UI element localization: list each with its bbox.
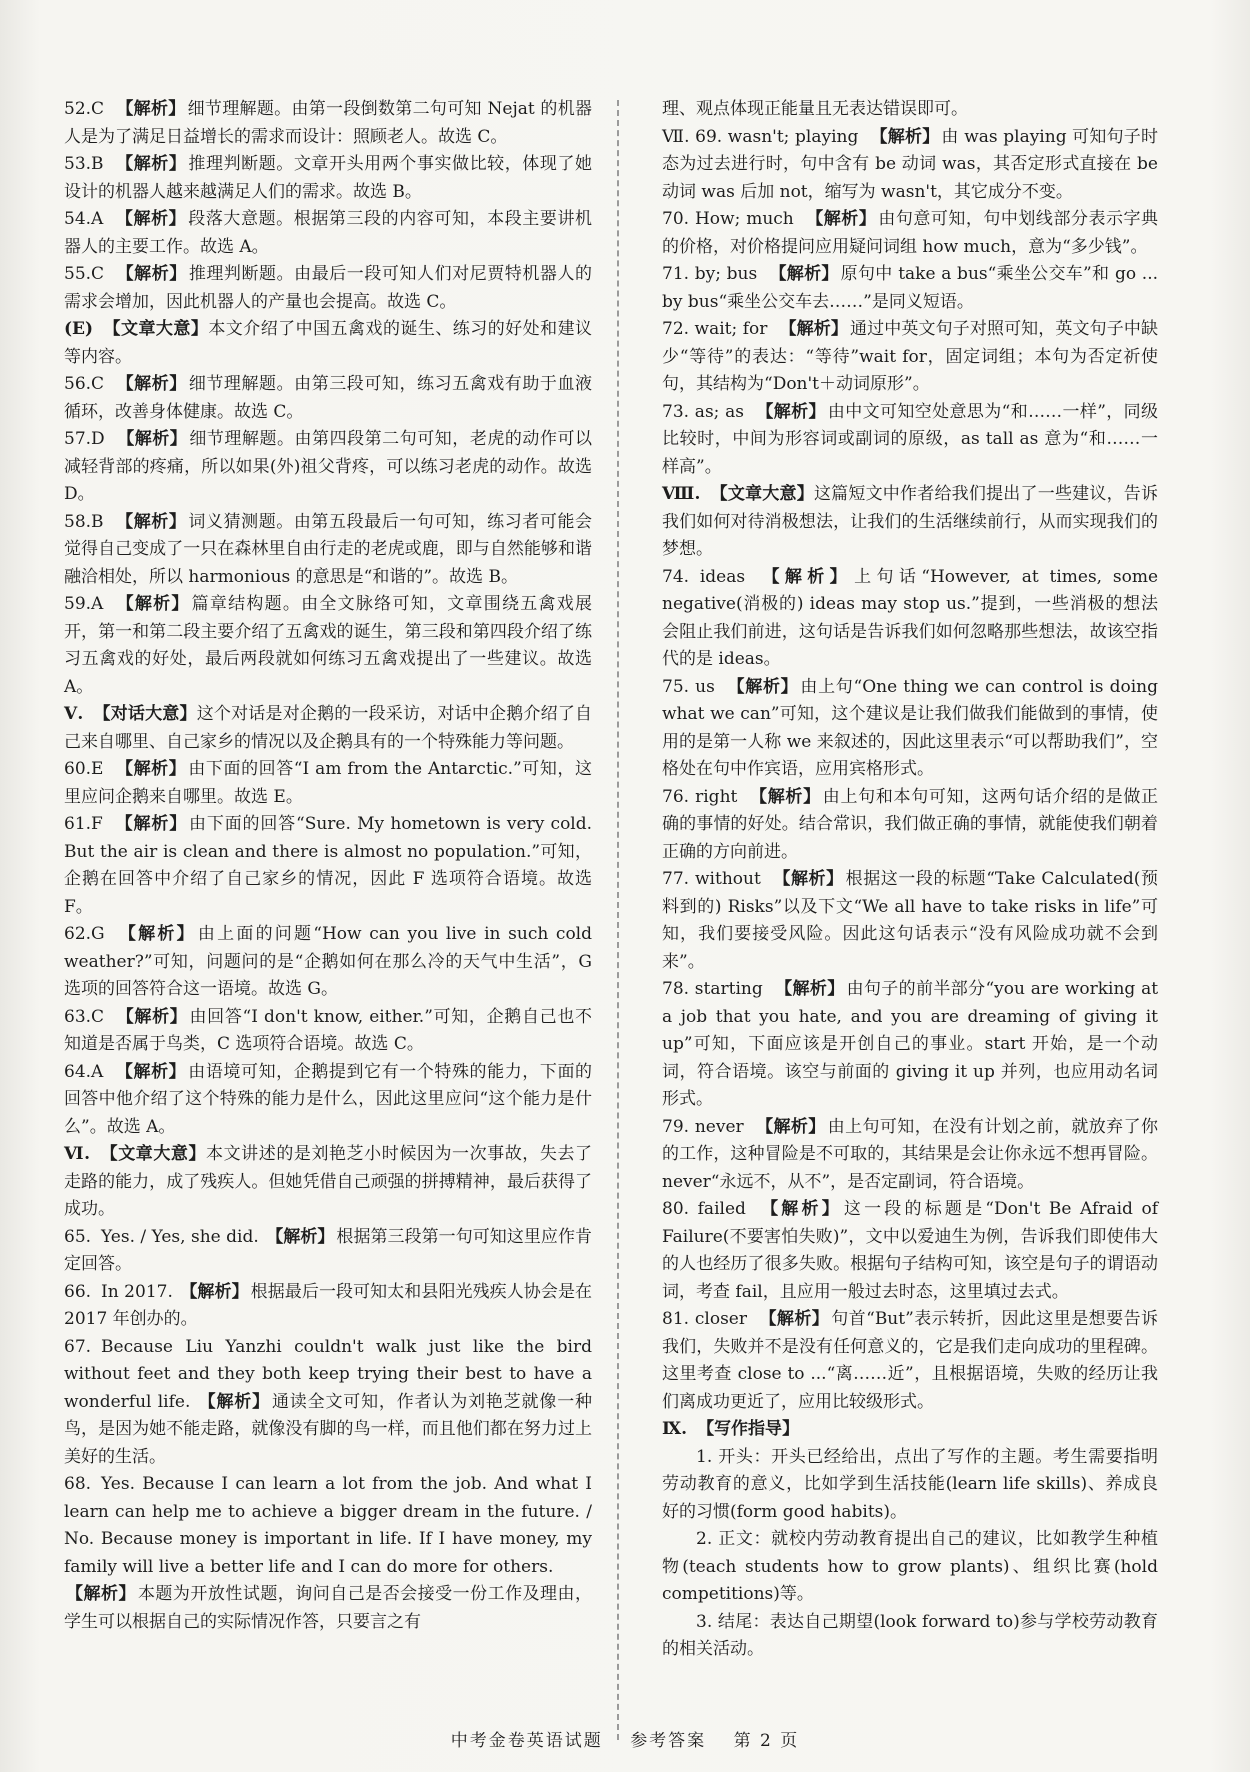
analysis-tag: 【 解析 】	[773, 869, 844, 889]
explanation-text: 由句意可知，句中划线部分表示字典的价格，对价格提问应用疑问词组 how much，意为“多少钱”。	[662, 209, 1159, 257]
analysis-tag: 【 解析 】	[66, 1584, 136, 1604]
footer-page-number: 第 2 页	[733, 1731, 800, 1751]
explanation-text: 由下面的回答“I am from the Antarctic.”可知，这里应问企鹅来自哪里。故选 E。	[64, 759, 593, 807]
explanation-text: 本题为开放性试题，询问自己是否会接受一份工作及理由，学生可以根据自己的实际情况作答，只要言之有	[64, 1584, 593, 1632]
explanation-text: 根据第三段第一句可知这里应作肯定回答。	[64, 1226, 593, 1274]
answer-item	[662, 261, 1158, 316]
page-footer	[0, 1726, 1250, 1751]
item-number: 80. failed	[662, 1199, 746, 1219]
answer-item	[64, 1004, 592, 1059]
analysis-tag: 【 解析 】	[115, 594, 189, 614]
answer-item	[64, 96, 592, 151]
item-number: 63.C	[64, 1006, 105, 1027]
analysis-tag: 【 解析 】	[199, 1392, 270, 1412]
analysis-tag: 【 解析 】	[779, 319, 848, 339]
analysis-tag: 【 解析 】	[806, 209, 877, 229]
section-summary	[64, 1141, 592, 1224]
explanation-text: 细节理解题。由第一段倒数第二句可知 Nejat 的机器人是为了满足日益增长的需求而设计：照顾老人。故选 C。	[64, 99, 593, 147]
section-heading	[662, 1416, 1158, 1444]
explanation-text: 根据最后一段可知太和县阳光残疾人协会是在 2017 年创办的。	[64, 1281, 593, 1329]
answer-item	[64, 509, 592, 592]
item-number: 65.	[64, 1226, 92, 1247]
item-number: 70. How; much	[662, 209, 794, 229]
answer-item	[64, 1471, 592, 1581]
answer-item	[64, 261, 592, 316]
explanation-text: 篇章结构题。由全文脉络可知，文章围绕五禽戏展开，第一和第二段主要介绍了五禽戏的诞生，第三段和第四段介绍了练习五禽戏的好处，最后两段就如何练习五禽戏提出了一些建议。故选 A。	[64, 594, 593, 697]
answer-item	[662, 976, 1158, 1114]
answer-item	[64, 1059, 592, 1142]
item-number: 57.D	[64, 429, 105, 449]
explanation-text: 由 was playing 可知句子时态为过去进行时，句中含有 be 动词 was，其否定形式直接在 be 动词 was 后加 not，缩写为 wasn't，其它成分不变。	[662, 126, 1159, 202]
item-number: 76. right	[662, 786, 738, 807]
item-number: 53.B	[64, 154, 104, 174]
left-column	[64, 96, 592, 1636]
explanation-text: 这篇短文中作者给我们提出了一些建议，告诉我们如何对待消极想法，让我们的生活继续前行，从而实现我们的梦想。	[662, 484, 1159, 559]
analysis-tag: 【 解析 】	[756, 402, 826, 422]
answer-item	[64, 1279, 592, 1334]
section-summary	[64, 701, 592, 756]
item-number: 73. as; as	[662, 401, 745, 422]
item-number: 55.C	[64, 264, 105, 284]
explanation-text: 由中文可知空处意思为“和……一样”，同级比较时，中间为形容词或副词的原级，as tall as 意为“和……一样高”。	[662, 401, 1159, 477]
item-number: Ⅴ.	[64, 704, 84, 724]
analysis-tag: 【 解析 】	[116, 99, 186, 119]
answer-item	[64, 591, 592, 701]
item-number: 74. ideas	[662, 566, 746, 587]
explanation-text: 细节理解题。由第四段第二句可知，老虎的动作可以减轻背部的疼痛，所以如果(外)祖父背疼，可以练习老虎的动作。故选 D。	[64, 429, 593, 504]
explanation-text: 通读全文可知，作者认为刘艳芝就像一种鸟，是因为她不能走路，就像没有脚的鸟一样，而且他们都在努力过上美好的生活。	[64, 1391, 593, 1467]
answer-text: In 2017.	[101, 1281, 173, 1302]
answer-item	[64, 426, 592, 509]
explanation-text: 由回答“I don't know, either.”可知，企鹅自己也不知道是否属于鸟类，C 选项符合语境。故选 C。	[64, 1006, 593, 1054]
explanation-text: 由上面的问题“How can you live in such cold weather?”可知，问题问的是“企鹅如何在那么冷的天气中生活”，G 选项的回答符合这一语境。故选 G。	[64, 924, 593, 999]
item-number: 71. by; bus	[662, 264, 758, 284]
analysis-tag: 【 解析 】	[116, 154, 187, 174]
item-number: 67.	[64, 1336, 92, 1357]
item-number: Ⅸ.	[662, 1419, 688, 1439]
column-divider	[617, 100, 619, 1740]
writing-guide-paragraph: 1. 开头：开头已经给出，点出了写作的主题。考生需要指明劳动教育的意义，比如学到生活技能(learn life skills)、养成良好的习惯(form good habits)。	[662, 1446, 1158, 1522]
analysis-tag: 【 解析 】	[116, 1007, 187, 1027]
answer-item	[662, 1196, 1158, 1306]
explanation-text: 由下面的回答“Sure. My hometown is very cold. But the air is clean and there is almost no population.”可知，企鹅在回答中介绍了自己家乡的情况，因此 F 选项符合语境。故选 F。	[64, 814, 593, 917]
answer-item	[662, 1114, 1158, 1197]
footer-section: 参考答案	[630, 1731, 707, 1751]
item-number: 64.A	[64, 1061, 104, 1082]
explanation-text: 通过中英文句子对照可知，英文句子中缺少“等待”的表达：“等待”wait for，固定词组；本句为否定祈使句，其结构为“Don't＋动词原形”。	[662, 319, 1159, 394]
analysis-tag: 【 解析 】	[870, 127, 939, 147]
item-number: 58.B	[64, 511, 104, 532]
analysis-tag: 【 文章大意 】	[103, 319, 208, 339]
item-number: Ⅶ. 69. wasn't; playing	[662, 126, 859, 147]
analysis-tag: 【 解析 】	[180, 1282, 248, 1302]
answer-item	[662, 316, 1158, 399]
answer-item	[64, 371, 592, 426]
section-summary	[662, 481, 1158, 564]
explanation-text: 本文介绍了中国五禽戏的诞生、练习的好处和建议等内容。	[64, 319, 593, 367]
explanation-text: 由上句“One thing we can control is doing what we can”可知，这个建议是让我们做我们能做到的事情，使用的是第一人称 we 来叙述的，因此这里表示“可以帮助我们”，空格处在句中作宾语，应用宾格形式。	[662, 676, 1158, 779]
analysis-tag: 【 解析 】	[115, 1062, 186, 1082]
explanation-text: 这个对话是对企鹅的一段采访，对话中企鹅介绍了自己来自哪里、自己家乡的情况以及企鹅具有的一个特殊能力等问题。	[64, 704, 593, 752]
analysis-tag: 【 解析 】	[769, 264, 838, 284]
analysis-tag: 【 解析 】	[115, 814, 187, 834]
answer-item	[64, 756, 592, 811]
answer-item	[662, 206, 1158, 261]
answer-item	[64, 811, 592, 921]
answer-text: Because Liu Yanzhi couldn't walk just like the bird without feet and they both keep trying their best to have a wonderful life.	[64, 1336, 592, 1412]
explanation-text: 由语境可知，企鹅提到它有一个特殊的能力，下面的回答中他介绍了这个特殊的能力是什么，因此这里应问“这个能力是什么”。故选 A。	[64, 1061, 593, 1137]
explanation-text: 原句中 take a bus“乘坐公交车”和 go ... by bus“乘坐公交车去……”是同义短语。	[662, 264, 1159, 312]
item-number: 75. us	[662, 676, 715, 697]
analysis-tag: 【 解析 】	[757, 567, 852, 587]
item-number: 61.F	[64, 814, 103, 834]
answer-item	[662, 564, 1158, 674]
answer-item	[64, 921, 592, 1004]
answer-item	[662, 399, 1158, 482]
item-number: 54.A	[64, 209, 104, 229]
analysis-tag: 【 文章大意 】	[710, 484, 814, 504]
explanation-text: 由句子的前半部分“you are working at a job that you hate, and you are dreaming of giving it up”可知，下面应该是开创自己的事业。start 开始，是一个动词，符合语境。该空与前面的 giving it up 并列，也应用动名词形式。	[662, 979, 1159, 1109]
analysis-tag: 【 解析 】	[115, 209, 186, 229]
analysis-tag: 【 解析 】	[756, 1117, 826, 1137]
analysis-tag: 【 解析 】	[115, 759, 186, 779]
explanation-text: 根据这一段的标题“Take Calculated(预料到的) Risks”以及下文“We all have to take risks in life”可知，我们要接受风险。因此这句话表示“没有风险成功就不会到来”。	[662, 869, 1158, 972]
item-number: 81. closer	[662, 1309, 747, 1329]
explanation-text: 推理判断题。文章开头用两个事实做比较，体现了她设计的机器人越来越满足人们的需求。故选 B。	[64, 154, 593, 202]
explanation-text: 由上句和本句可知，这两句话介绍的是做正确的事情的好处。结合常识，我们做正确的事情，就能使我们朝着正确的方向前进。	[662, 786, 1159, 862]
answer-text: Yes. Because I can learn a lot from the job. And what I learn can help me to achieve a bigger dream in the future. / No. Because money is important in life. If I have money, my family will live a better life and I can do more for others.	[64, 1474, 592, 1577]
analysis-tag: 【 解析 】	[117, 924, 196, 944]
answer-item	[64, 1581, 592, 1636]
item-number: 52.C	[64, 99, 105, 119]
explanation-text: 细节理解题。由第三段可知，练习五禽戏有助于血液循环，改善身体健康。故选 C。	[64, 374, 593, 422]
analysis-tag: 【 解析 】	[758, 1199, 842, 1219]
item-number: 56.C	[64, 374, 105, 394]
section-summary	[64, 316, 592, 371]
item-number: Ⅵ.	[64, 1144, 91, 1164]
answer-item	[64, 151, 592, 206]
answer-item	[64, 1224, 592, 1279]
analysis-tag: 【 解析 】	[117, 429, 188, 449]
analysis-tag: 【 对话大意 】	[93, 704, 196, 724]
explanation-text: 句首“But”表示转折，因此这里是想要告诉我们，失败并不是没有任何意义的，它是我们走向成功的里程碑。这里考查 close to ...“离……近”，且根据语境，失败的经历让我们离成功更近了，应用比较级形式。	[662, 1309, 1159, 1412]
answer-item	[662, 674, 1158, 784]
explanation-text: 这一段的标题是“Don't Be Afraid of Failure(不要害怕失败)”，文中以爱迪生为例，告诉我们即使伟大的人也经历了很多失败。根据句子结构可知，该空是句子的谓语动词，考查 fail，且应用一般过去时态，这里填过去式。	[662, 1199, 1159, 1302]
explanation-text: 词义猜测题。由第五段最后一句可知，练习者可能会觉得自己变成了一只在森林里自由行走的老虎或鹿，即与自然能够和谐融洽相处，所以 harmonious 的意思是“和谐的”。故选 B。	[64, 511, 593, 587]
analysis-tag: 【 解析 】	[727, 677, 799, 697]
writing-guide-paragraph: 2. 正文：就校内劳动教育提出自己的建议，比如教学生种植物(teach students how to grow plants)、组织比赛(hold competitions)等。	[662, 1529, 1158, 1604]
analysis-tag: 【 解析 】	[116, 264, 187, 284]
analysis-tag: 【 解析 】	[759, 1309, 829, 1329]
answer-item	[662, 124, 1158, 207]
analysis-tag: 【 解析 】	[749, 787, 820, 807]
answer-item	[662, 784, 1158, 867]
continued-text: 理、观点体现正能量且无表达错误即可。	[662, 99, 968, 119]
analysis-tag: 【 解析 】	[116, 512, 187, 532]
analysis-tag: 【 文章大意 】	[100, 1144, 206, 1164]
item-number: (E)	[64, 319, 94, 339]
item-number: 79. never	[662, 1116, 744, 1137]
item-number: Ⅷ.	[662, 484, 701, 504]
right-column	[662, 96, 1158, 1664]
explanation-text: 上句话“However, at times, some negative(消极的) ideas may stop us.”提到，一些消极的想法会阻止我们前进，这句话是告诉我们如何忽略那些想法，故该空指代的是 ideas。	[662, 566, 1159, 669]
answer-item	[64, 1334, 592, 1472]
item-number: 62.G	[64, 924, 105, 944]
item-number: 59.A	[64, 594, 104, 614]
explanation-text: 推理判断题。由最后一段可知人们对尼贾特机器人的需求会增加，因此机器人的产量也会提高。故选 C。	[64, 264, 593, 312]
analysis-tag: 【 解析 】	[266, 1227, 334, 1247]
item-number: 68.	[64, 1474, 92, 1494]
answer-item	[662, 1306, 1158, 1416]
answer-item	[64, 206, 592, 261]
analysis-tag: 【 写作指导 】	[697, 1419, 799, 1439]
explanation-text: 本文讲述的是刘艳芝小时候因为一次事故，失去了走路的能力，成了残疾人。但她凭借自己顽强的拼搏精神，最后获得了成功。	[64, 1144, 593, 1219]
writing-guide-paragraph: 3. 结尾：表达自己期望(look forward to)参与学校劳动教育的相关活动。	[662, 1611, 1158, 1659]
analysis-tag: 【 解析 】	[116, 374, 187, 394]
item-number: 60.E	[64, 759, 104, 779]
item-number: 72. wait; for	[662, 319, 768, 339]
answer-item	[662, 866, 1158, 976]
analysis-tag: 【 解析 】	[775, 979, 845, 999]
explanation-text: 段落大意题。根据第三段的内容可知，本段主要讲机器人的主要工作。故选 A。	[64, 209, 593, 257]
answer-text: Yes. / Yes, she did.	[101, 1226, 259, 1247]
footer-title: 中考金卷英语试题	[450, 1731, 603, 1751]
explanation-text: 由上句可知，在没有计划之前，就放弃了你的工作，这种冒险是不可取的，其结果是会让你永远不想再冒险。never“永远不，从不”，是否定副词，符合语境。	[662, 1116, 1158, 1192]
item-number: 66.	[64, 1281, 92, 1302]
item-number: 78. starting	[662, 979, 763, 999]
item-number: 77. without	[662, 869, 761, 889]
